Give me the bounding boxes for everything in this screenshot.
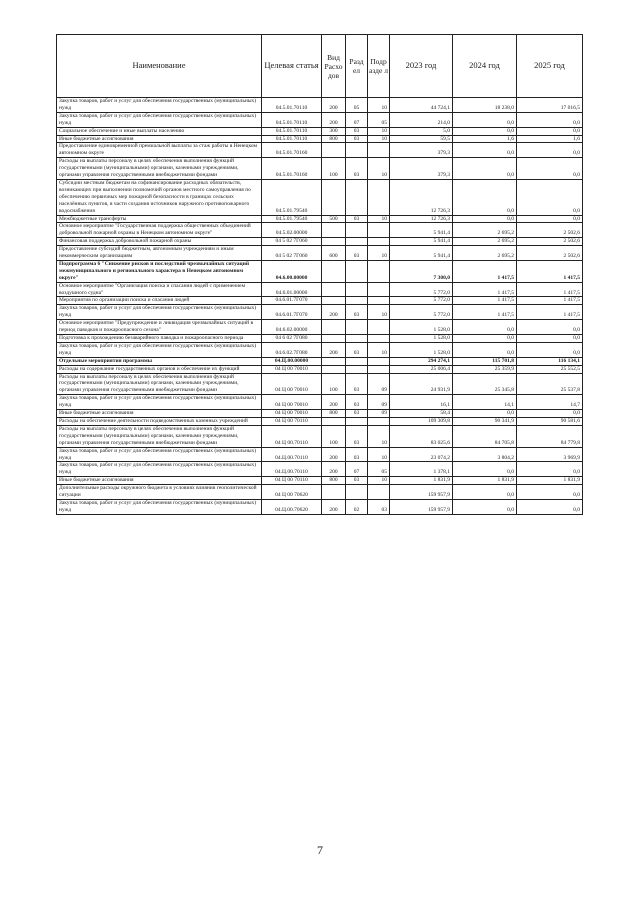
row-amount-2024: 1,6 (453, 135, 517, 143)
row-name: Закупка товаров, работ и услуг для обеспечения государственных (муниципальных) нужд (57, 112, 262, 127)
row-name: Иные бюджетные ассигнования (57, 135, 262, 143)
row-target-article: 04.Ц.00.00000 (262, 357, 322, 365)
row-amount-2023: 5 772,0 (390, 282, 453, 297)
row-name: Дополнительные расходы окружного бюджета в условиях влияния геополитической ситуации (57, 485, 262, 500)
row-target-article: 04.5.01.79540 (262, 179, 322, 215)
row-amount-2024: 0,0 (453, 499, 517, 514)
row-amount-2023: 5 772,0 (390, 297, 453, 305)
row-expense-type: 200 (322, 112, 346, 127)
row-section: 03 (346, 342, 368, 357)
row-subsection: 09 (368, 373, 390, 395)
row-subsection (368, 335, 390, 343)
row-amount-2024: 0,0 (453, 462, 517, 477)
table-row (57, 365, 583, 373)
row-amount-2024: 25 359,9 (453, 365, 517, 373)
row-amount-2025: 2 502,6 (517, 238, 583, 246)
row-amount-2024: 0,0 (453, 342, 517, 357)
row-amount-2024: 0,0 (453, 215, 517, 223)
row-expense-type (322, 485, 346, 500)
row-amount-2024: 0,0 (453, 112, 517, 127)
row-amount-2025: 25 537,8 (517, 373, 583, 395)
row-amount-2023: 159 957,9 (390, 499, 453, 514)
table-row (57, 410, 583, 418)
table-row (57, 246, 583, 261)
row-target-article: 04 Ц 00 70010 (262, 410, 322, 418)
header-2023: 2023 год (390, 35, 453, 98)
row-amount-2023: 109 309,8 (390, 417, 453, 425)
row-section (346, 143, 368, 158)
table-row (57, 335, 583, 343)
row-section (346, 485, 368, 500)
row-amount-2024: 0,0 (453, 143, 517, 158)
row-amount-2025: 0,0 (517, 462, 583, 477)
row-name: Закупка товаров, работ и услуг для обеспечения государственных (муниципальных) нужд (57, 305, 262, 320)
row-section: 03 (346, 410, 368, 418)
row-target-article: 04.Ц.00.70110 (262, 462, 322, 477)
row-section (346, 223, 368, 238)
row-target-article: 04 Ц 00 70010 (262, 365, 322, 373)
table-row (57, 425, 583, 447)
row-subsection (368, 297, 390, 305)
row-section (346, 417, 368, 425)
row-amount-2024: 18 238,0 (453, 98, 517, 113)
row-expense-type (322, 223, 346, 238)
row-name: Расходы на выплаты персоналу в целях обеспечения выполнения функций государственными (муниципальными) органами, казенными учреждениями, органами управления государственными внебюджетными фондами (57, 425, 262, 447)
row-amount-2023: 5,0 (390, 127, 453, 135)
table-row (57, 98, 583, 113)
row-section (346, 297, 368, 305)
row-amount-2025: 0,0 (517, 179, 583, 215)
row-amount-2025: 1 417,5 (517, 305, 583, 320)
row-amount-2024: 1 417,5 (453, 282, 517, 297)
row-amount-2023: 83 025,6 (390, 425, 453, 447)
row-section (346, 238, 368, 246)
row-target-article: 04.Ц.00.70110 (262, 447, 322, 462)
row-amount-2025: 1 831,9 (517, 477, 583, 485)
row-amount-2024: 14,1 (453, 395, 517, 410)
header-2025: 2025 год (517, 35, 583, 98)
table-row (57, 395, 583, 410)
row-target-article: 04 Ц 00 70010 (262, 395, 322, 410)
row-amount-2023: 25 006,4 (390, 365, 453, 373)
row-amount-2024: 1 417,5 (453, 260, 517, 282)
row-amount-2025: 0,0 (517, 342, 583, 357)
row-expense-type (322, 357, 346, 365)
row-section: 03 (346, 395, 368, 410)
row-amount-2025: 0,0 (517, 143, 583, 158)
row-amount-2024: 115 701,8 (453, 357, 517, 365)
table-row (57, 179, 583, 215)
row-section: 05 (346, 98, 368, 113)
table-row (57, 373, 583, 395)
row-target-article: 04.6.01.7Г070 (262, 305, 322, 320)
table-row (57, 158, 583, 180)
row-expense-type (322, 143, 346, 158)
row-target-article: 04.6.01.00000 (262, 282, 322, 297)
row-name: Расходы на выплаты персоналу в целях обеспечения выполнения функций государственными (муниципальными) органами, казенными учреждениями, органами управления государственными внебюджетными фондами (57, 373, 262, 395)
row-target-article: 04 Ц 00 70620 (262, 485, 322, 500)
row-amount-2023: 1 528,0 (390, 342, 453, 357)
row-expense-type: 800 (322, 410, 346, 418)
header-target: Целевая статья (262, 35, 322, 98)
row-name: Расходы на выплаты персоналу в целях обеспечения выполнения функций государственными (муниципальными) органами, казенными учреждениями, органами управления государственными внебюджетными фондами (57, 158, 262, 180)
row-expense-type: 200 (322, 447, 346, 462)
header-expense-type: Вид Расхо дов (322, 35, 346, 98)
table-row (57, 499, 583, 514)
row-name: Подпрограмма 6 "Снижение рисков и последствий чрезвычайных ситуаций межмуниципального и регионального характера в Ненецком автономном округе" (57, 260, 262, 282)
row-amount-2023: 7 300,0 (390, 260, 453, 282)
row-target-article: 04.5.01.70110 (262, 98, 322, 113)
row-expense-type (322, 320, 346, 335)
row-section: 02 (346, 499, 368, 514)
row-expense-type: 200 (322, 305, 346, 320)
row-subsection (368, 417, 390, 425)
table-row (57, 143, 583, 158)
row-amount-2024: 0,0 (453, 410, 517, 418)
row-expense-type: 600 (322, 246, 346, 261)
row-name: Основное мероприятие "Организация поиска и спасания людей с применением воздушного судна" (57, 282, 262, 297)
table-body (57, 98, 583, 515)
row-name: Основное мероприятие "Предупреждение и ликвидация чрезвычайных ситуаций в период паводков и пожароопасного сезона" (57, 320, 262, 335)
row-expense-type (322, 417, 346, 425)
row-amount-2023: 1 528,0 (390, 335, 453, 343)
row-expense-type: 100 (322, 158, 346, 180)
header-2024: 2024 год (453, 35, 517, 98)
row-target-article: 04.Ц.00.70620 (262, 499, 322, 514)
row-amount-2024: 0,0 (453, 127, 517, 135)
row-amount-2023: 16,1 (390, 395, 453, 410)
row-amount-2023: 214,0 (390, 112, 453, 127)
row-amount-2024: 0,0 (453, 320, 517, 335)
row-amount-2024: 2 695,2 (453, 238, 517, 246)
row-amount-2023: 1 378,1 (390, 462, 453, 477)
table-row (57, 477, 583, 485)
row-subsection: 03 (368, 499, 390, 514)
row-subsection: 10 (368, 135, 390, 143)
row-expense-type: 200 (322, 395, 346, 410)
row-subsection: 10 (368, 158, 390, 180)
row-subsection (368, 485, 390, 500)
row-name: Субсидии местным бюджетам на софинансирование расходных обязательств, возникающих при выполнении полномочий органов местного самоуправления по обеспечению первичных мер пожарной безопасности в границах сельских населённых пунктов, в части создания источников наружного противопожарного водоснабжения (57, 179, 262, 215)
table-row (57, 485, 583, 500)
row-amount-2023: 1 528,0 (390, 320, 453, 335)
row-amount-2023: 24 931,9 (390, 373, 453, 395)
row-subsection (368, 357, 390, 365)
row-expense-type (322, 260, 346, 282)
row-amount-2023: 379,3 (390, 158, 453, 180)
row-expense-type: 800 (322, 477, 346, 485)
row-amount-2025: 2 502,6 (517, 223, 583, 238)
row-amount-2023: 5 941,4 (390, 223, 453, 238)
row-target-article: 04 Ц 00.70110 (262, 425, 322, 447)
row-amount-2024: 90 341,9 (453, 417, 517, 425)
header-section: Разд ел (346, 35, 368, 98)
row-amount-2025: 1,6 (517, 135, 583, 143)
row-expense-type: 100 (322, 425, 346, 447)
row-target-article: 04.6.02.7Г080 (262, 342, 322, 357)
row-amount-2025: 0,0 (517, 499, 583, 514)
row-target-article: 04 Ц 00 70110 (262, 477, 322, 485)
row-section: 07 (346, 462, 368, 477)
row-amount-2025: 0,0 (517, 112, 583, 127)
row-subsection (368, 320, 390, 335)
row-expense-type (322, 282, 346, 297)
row-name: Закупка товаров, работ и услуг для обеспечения государственных (муниципальных) нужд (57, 342, 262, 357)
table-row (57, 342, 583, 357)
row-amount-2024: 3 804,2 (453, 447, 517, 462)
row-expense-type (322, 365, 346, 373)
row-subsection: 09 (368, 410, 390, 418)
row-subsection: 09 (368, 395, 390, 410)
row-section (346, 357, 368, 365)
row-target-article: 04.6.00.00000 (262, 260, 322, 282)
row-expense-type: 300 (322, 127, 346, 135)
row-expense-type (322, 179, 346, 215)
row-expense-type: 200 (322, 462, 346, 477)
row-subsection (368, 179, 390, 215)
row-target-article: 04 5 02 7Г060 (262, 238, 322, 246)
row-amount-2024: 0,0 (453, 158, 517, 180)
row-subsection (368, 260, 390, 282)
row-amount-2023: 44 724,1 (390, 98, 453, 113)
row-amount-2024: 84 705,8 (453, 425, 517, 447)
row-target-article: 04.5.01.79540 (262, 215, 322, 223)
row-name: Предоставление субсидий бюджетным, автономным учреждениям и иным некоммерческим организациям (57, 246, 262, 261)
row-section (346, 282, 368, 297)
row-amount-2025: 17 016,5 (517, 98, 583, 113)
row-subsection (368, 223, 390, 238)
row-amount-2023: 12 726,3 (390, 179, 453, 215)
row-expense-type (322, 297, 346, 305)
row-section: 03 (346, 305, 368, 320)
row-expense-type: 200 (322, 98, 346, 113)
row-section: 03 (346, 477, 368, 485)
row-amount-2023: 159 957,9 (390, 485, 453, 500)
row-amount-2024: 2 695,2 (453, 246, 517, 261)
row-amount-2023: 5 941,4 (390, 238, 453, 246)
row-name: Закупка товаров, работ и услуг для обеспечения государственных (муниципальных) нужд (57, 447, 262, 462)
table-row (57, 215, 583, 223)
row-name: Закупка товаров, работ и услуг для обеспечения государственных (муниципальных) нужд (57, 98, 262, 113)
row-subsection (368, 282, 390, 297)
row-name: Иные бюджетные ассигнования (57, 477, 262, 485)
row-section: 03 (346, 158, 368, 180)
row-amount-2023: 59,5 (390, 135, 453, 143)
header-name: Наименование (57, 35, 262, 98)
row-section (346, 335, 368, 343)
row-amount-2024: 1 831,9 (453, 477, 517, 485)
row-amount-2025: 90 581,6 (517, 417, 583, 425)
table-row (57, 238, 583, 246)
row-target-article: 04 5 02 7Г060 (262, 246, 322, 261)
row-name: Расходы на обеспечение деятельности подведомственных казенных учреждений (57, 417, 262, 425)
row-name: Закупка товаров, работ и услуг для обеспечения государственных (муниципальных) нужд (57, 395, 262, 410)
row-name: Социальное обеспечение и иные выплаты населению (57, 127, 262, 135)
row-target-article: 04.5.01.70110 (262, 112, 322, 127)
row-section (346, 320, 368, 335)
row-section: 03 (346, 373, 368, 395)
row-expense-type: 100 (322, 373, 346, 395)
row-target-article: 04 Ц 00 70110 (262, 417, 322, 425)
row-target-article: 04.5.01.70160 (262, 158, 322, 180)
row-name: Межбюджетные трансферты (57, 215, 262, 223)
row-amount-2024: 25 345,8 (453, 373, 517, 395)
row-expense-type: 500 (322, 215, 346, 223)
page-number: 7 (317, 843, 323, 857)
row-subsection: 05 (368, 112, 390, 127)
row-name: Расходы на содержание государственных органов и обеспечение их функций (57, 365, 262, 373)
row-subsection: 10 (368, 425, 390, 447)
table-row (57, 297, 583, 305)
row-target-article: 04.5.02.00000 (262, 223, 322, 238)
row-expense-type (322, 238, 346, 246)
row-name: Мероприятия по организации поиска и спасания людей (57, 297, 262, 305)
row-section: 03 (346, 246, 368, 261)
table-row (57, 462, 583, 477)
table-row (57, 260, 583, 282)
row-amount-2023: 12 726,3 (390, 215, 453, 223)
row-name: Иные бюджетные ассигнования (57, 410, 262, 418)
row-amount-2025: 0,0 (517, 410, 583, 418)
row-amount-2023: 294 274,1 (390, 357, 453, 365)
table-row (57, 135, 583, 143)
table-row (57, 305, 583, 320)
table-row (57, 447, 583, 462)
row-target-article: 04 Ц 00 70010 (262, 373, 322, 395)
row-section: 03 (346, 425, 368, 447)
row-amount-2023: 5 772,0 (390, 305, 453, 320)
row-name: Закупка товаров, работ и услуг для обеспечения государственных (муниципальных) нужд (57, 462, 262, 477)
row-subsection (368, 238, 390, 246)
table-row (57, 320, 583, 335)
row-subsection: 10 (368, 246, 390, 261)
table-row (57, 223, 583, 238)
row-amount-2024: 0,0 (453, 179, 517, 215)
row-amount-2024: 1 417,5 (453, 297, 517, 305)
row-section: 03 (346, 215, 368, 223)
row-name: Основное мероприятие "Государственная поддержка общественных объединений добровольной пожарной охраны в Ненецком автономном округе" (57, 223, 262, 238)
row-amount-2023: 58,4 (390, 410, 453, 418)
row-name: Отдельные мероприятия программы (57, 357, 262, 365)
table-row (57, 112, 583, 127)
header-subsection: Подр азде л (368, 35, 390, 98)
row-amount-2025: 116 134,1 (517, 357, 583, 365)
row-section (346, 260, 368, 282)
budget-table (56, 34, 583, 515)
row-amount-2025: 3 969,9 (517, 447, 583, 462)
row-amount-2025: 0,0 (517, 335, 583, 343)
row-amount-2024: 2 695,2 (453, 223, 517, 238)
row-amount-2023: 379,3 (390, 143, 453, 158)
row-section (346, 365, 368, 373)
row-subsection: 10 (368, 215, 390, 223)
row-expense-type: 800 (322, 135, 346, 143)
row-amount-2025: 2 502,6 (517, 246, 583, 261)
row-section: 03 (346, 135, 368, 143)
row-section (346, 179, 368, 215)
row-target-article: 04.5.01.70110 (262, 135, 322, 143)
row-amount-2025: 84 779,8 (517, 425, 583, 447)
row-amount-2025: 25 552,5 (517, 365, 583, 373)
row-expense-type: 200 (322, 342, 346, 357)
row-expense-type: 200 (322, 499, 346, 514)
row-name: Финансовая поддержка добровольной пожарной охраны (57, 238, 262, 246)
row-amount-2025: 0,0 (517, 320, 583, 335)
row-subsection: 10 (368, 447, 390, 462)
row-amount-2025: 0,0 (517, 215, 583, 223)
row-subsection: 10 (368, 342, 390, 357)
row-name: Закупка товаров, работ и услуг для обеспечения государственных (муниципальных) нужд (57, 499, 262, 514)
row-amount-2025: 1 417,5 (517, 282, 583, 297)
row-amount-2024: 0,0 (453, 485, 517, 500)
row-target-article: 04 6 02 7Г080 (262, 335, 322, 343)
table-row (57, 127, 583, 135)
table-row (57, 417, 583, 425)
row-section: 03 (346, 127, 368, 135)
table-header-row (57, 35, 583, 98)
row-subsection (368, 365, 390, 373)
row-name: Подготовка к прохождению безаварийного паводка и пожароопасного периода (57, 335, 262, 343)
row-amount-2023: 23 074,2 (390, 447, 453, 462)
row-target-article: 04.5.01.70110 (262, 127, 322, 135)
row-subsection: 10 (368, 98, 390, 113)
row-name: Предоставление единовременной премиальной выплаты за стаж работы в Ненецком автономном округе (57, 143, 262, 158)
row-amount-2025: 14,7 (517, 395, 583, 410)
row-amount-2023: 1 831,9 (390, 477, 453, 485)
row-subsection: 05 (368, 462, 390, 477)
row-subsection: 10 (368, 127, 390, 135)
row-amount-2023: 5 941,4 (390, 246, 453, 261)
row-amount-2025: 1 417,5 (517, 297, 583, 305)
row-section: 03 (346, 447, 368, 462)
row-amount-2025: 1 417,5 (517, 260, 583, 282)
row-amount-2024: 0,0 (453, 335, 517, 343)
row-subsection: 10 (368, 305, 390, 320)
row-amount-2025: 0,0 (517, 127, 583, 135)
row-amount-2024: 1 417,5 (453, 305, 517, 320)
row-amount-2025: 0,0 (517, 485, 583, 500)
row-target-article: 04.6.01.7Г070 (262, 297, 322, 305)
row-target-article: 04.5.01.70160 (262, 143, 322, 158)
row-target-article: 04.6.02.00000 (262, 320, 322, 335)
row-subsection: 10 (368, 477, 390, 485)
row-subsection (368, 143, 390, 158)
row-amount-2025: 0,0 (517, 158, 583, 180)
row-section: 07 (346, 112, 368, 127)
row-expense-type (322, 335, 346, 343)
table-row (57, 357, 583, 365)
table-row (57, 282, 583, 297)
